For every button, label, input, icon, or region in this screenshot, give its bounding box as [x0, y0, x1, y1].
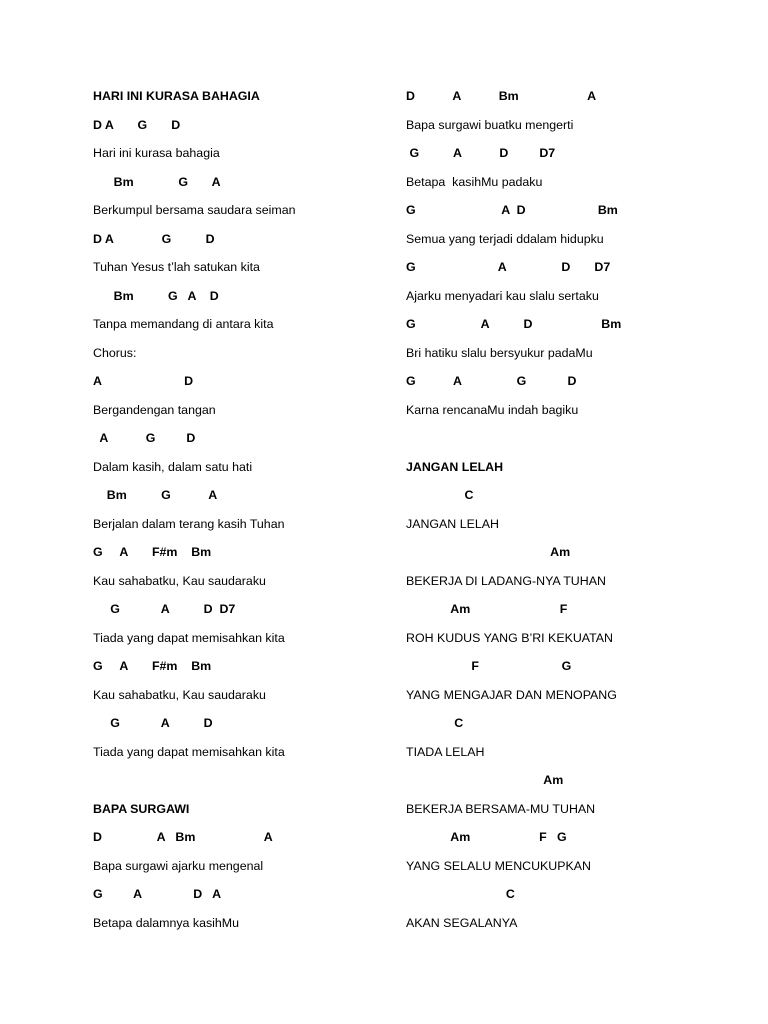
left-lyric-line: Berkumpul bersama saudara seiman	[93, 203, 296, 217]
right-lyric-line: Semua yang terjadi ddalam hidupku	[406, 231, 604, 246]
left-chord-line: Bm G A	[93, 174, 221, 189]
right-lyric-line: BEKERJA BERSAMA-MU TUHAN	[406, 801, 596, 816]
right-chord-line: C	[406, 716, 464, 730]
left-blank-line	[93, 770, 433, 799]
left-song-title: BAPA SURGAWI	[93, 801, 190, 816]
right-chord-line: C	[406, 488, 474, 502]
right-chord-line: G A D D7	[406, 260, 611, 274]
left-chord-line: Bm G A D	[93, 288, 219, 303]
right-song-title: JANGAN LELAH	[406, 459, 504, 474]
left-lyric-line: Tiada yang dapat memisahkan kita	[93, 630, 285, 645]
left-chord-line: A G D	[93, 431, 196, 445]
left-lyric-line: Berjalan dalam terang kasih Tuhan	[93, 516, 285, 531]
right-lyric-line: Betapa kasihMu padaku	[406, 174, 543, 189]
left-chord-line: D A G D	[93, 117, 181, 132]
right-lyric-line: TIADA LELAH	[406, 744, 485, 759]
left-chord-line: Bm G A	[93, 488, 218, 502]
right-chord-line: C	[406, 887, 515, 901]
right-lyric-line: YANG MENGAJAR DAN MENOPANG	[406, 687, 617, 702]
right-chord-line: G A D Bm	[406, 203, 618, 217]
left-column	[93, 86, 433, 941]
left-lyric-line: Hari ini kurasa bahagia	[93, 146, 220, 160]
left-lyric-line: Tuhan Yesus t’lah satukan kita	[93, 260, 260, 274]
right-lyric-line: AKAN SEGALANYA	[406, 915, 518, 930]
right-column	[406, 86, 746, 941]
left-lyric-line: Dalam kasih, dalam satu hati	[93, 459, 253, 474]
left-chord-line: G A D	[93, 716, 213, 730]
left-chord-line: G A F#m Bm	[93, 659, 212, 673]
left-lyric-line: Tanpa memandang di antara kita	[93, 317, 274, 331]
left-chord-line: G A D D7	[93, 602, 236, 616]
right-chord-line: G A G D	[406, 374, 577, 388]
left-lyric-line: Kau sahabatku, Kau saudaraku	[93, 687, 266, 702]
left-lyric-line: Bergandengan tangan	[93, 402, 216, 417]
right-chord-line: G A D Bm	[406, 317, 622, 331]
right-chord-line: Am	[406, 545, 571, 559]
right-chord-line: Am F	[406, 602, 568, 616]
right-chord-line: D A Bm A	[406, 89, 597, 103]
left-chord-line: A D	[93, 374, 194, 388]
right-lyric-line: JANGAN LELAH	[406, 516, 499, 531]
right-lyric-line: YANG SELALU MENCUKUPKAN	[406, 858, 591, 873]
left-chord-line: D A G D	[93, 231, 215, 246]
left-lyric-line: Kau sahabatku, Kau saudaraku	[93, 573, 266, 588]
left-chord-line: G A F#m Bm	[93, 545, 212, 559]
left-song-title: HARI INI KURASA BAHAGIA	[93, 89, 260, 103]
right-chord-line: F G	[406, 659, 572, 673]
right-lyric-line: ROH KUDUS YANG B’RI KEKUATAN	[406, 630, 614, 645]
left-chord-line: G A D A	[93, 887, 222, 901]
right-blank-line	[406, 428, 746, 457]
right-chord-line: Am	[406, 773, 564, 787]
right-lyric-line: Bapa surgawi buatku mengerti	[406, 117, 574, 132]
right-lyric-line: Bri hatiku slalu bersyukur padaMu	[406, 345, 593, 360]
right-lyric-line: Karna rencanaMu indah bagiku	[406, 402, 579, 417]
right-lyric-line: BEKERJA DI LADANG-NYA TUHAN	[406, 573, 606, 588]
left-lyric-line: Bapa surgawi ajarku mengenal	[93, 858, 264, 873]
right-chord-line: Am F G	[406, 830, 567, 844]
right-chord-line: G A D D7	[406, 146, 556, 160]
left-lyric-line: Chorus:	[93, 345, 137, 360]
right-lyric-line: Ajarku menyadari kau slalu sertaku	[406, 288, 599, 303]
left-chord-line: D A Bm A	[93, 830, 273, 844]
left-lyric-line: Tiada yang dapat memisahkan kita	[93, 744, 285, 759]
left-lyric-line: Betapa dalamnya kasihMu	[93, 915, 240, 930]
